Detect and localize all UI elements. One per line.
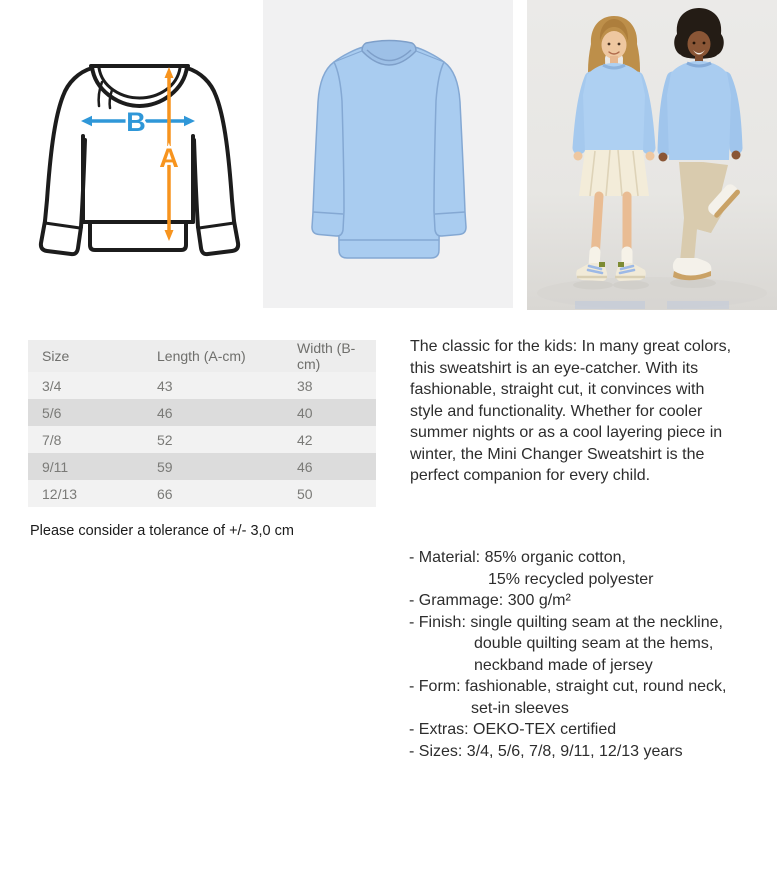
spec-line: - Grammage: 300 g/m²	[409, 592, 571, 609]
table-row	[28, 453, 376, 480]
description-line: fashionable, straight cut, it convinces with	[410, 381, 705, 398]
product-photo-svg	[263, 0, 513, 308]
sweatshirt-outline	[41, 66, 238, 254]
spec-line: - Sizes: 3/4, 5/6, 7/8, 9/11, 12/13 years	[409, 742, 683, 760]
reflection	[575, 301, 645, 309]
size-diagram-svg	[20, 40, 260, 270]
column-header-size: Size	[28, 340, 142, 372]
description-line: The classic for the kids: In many great colors,	[410, 338, 732, 355]
reflection	[667, 301, 729, 309]
length-cell: 59	[142, 453, 282, 480]
description-line: summer nights or as a cool layering piece in	[410, 424, 723, 441]
width-cell: 46	[282, 453, 376, 480]
width-arrow	[81, 107, 195, 137]
table-row	[28, 399, 376, 426]
floor-shadow	[537, 277, 767, 309]
spec-line: neckband made of jersey	[474, 656, 653, 674]
description-line: this sweatshirt is an eye-catcher. With its	[410, 359, 699, 377]
spec-line: - Material: 85% organic cotton,	[409, 549, 626, 566]
size-cell: 5/6	[28, 399, 142, 426]
description-line: perfect companion for every child.	[410, 467, 651, 484]
spec-line: set-in sleeves	[471, 699, 569, 717]
description-line: style and functionality. Whether for cooler	[410, 402, 703, 420]
models-photo	[527, 0, 777, 310]
table-row	[28, 372, 376, 399]
size-cell: 9/11	[28, 453, 142, 480]
product-photo	[263, 0, 513, 308]
size-chart	[28, 340, 376, 507]
table-row	[28, 426, 376, 453]
width-cell: 50	[282, 480, 376, 507]
length-cell: 43	[142, 372, 282, 399]
length-cell: 52	[142, 426, 282, 453]
size-diagram-image	[20, 40, 260, 270]
models-photo-svg	[527, 0, 777, 310]
spec-line: 15% recycled polyester	[488, 570, 654, 588]
flat-sweatshirt	[312, 41, 466, 259]
size-cell: 12/13	[28, 480, 142, 507]
width-cell: 40	[282, 399, 376, 426]
column-header-length: Length (A-cm)	[142, 340, 282, 372]
size-chart-body	[28, 372, 376, 507]
size-chart-table	[28, 340, 376, 507]
description-line: winter, the Mini Changer Sweatshirt is the	[410, 445, 705, 463]
width-arrow-label: B	[126, 107, 146, 137]
size-chart-header	[28, 340, 376, 372]
size-cell: 3/4	[28, 372, 142, 399]
width-cell: 42	[282, 426, 376, 453]
length-cell: 66	[142, 480, 282, 507]
product-description	[410, 336, 731, 487]
spec-line: double quilting seam at the hems,	[474, 635, 714, 652]
size-cell: 7/8	[28, 426, 142, 453]
product-specs	[409, 547, 726, 762]
table-row	[28, 480, 376, 507]
column-header-width: Width (B-cm)	[282, 340, 376, 372]
spec-line: - Finish: single quilting seam at the neckline,	[409, 613, 723, 631]
length-arrow-label: A	[159, 143, 179, 173]
tolerance-note: Please consider a tolerance of +/- 3,0 cm	[30, 523, 294, 539]
spec-line: - Extras: OEKO-TEX certified	[409, 721, 617, 738]
length-cell: 46	[142, 399, 282, 426]
width-cell: 38	[282, 372, 376, 399]
spec-line: - Form: fashionable, straight cut, round neck,	[409, 678, 727, 695]
